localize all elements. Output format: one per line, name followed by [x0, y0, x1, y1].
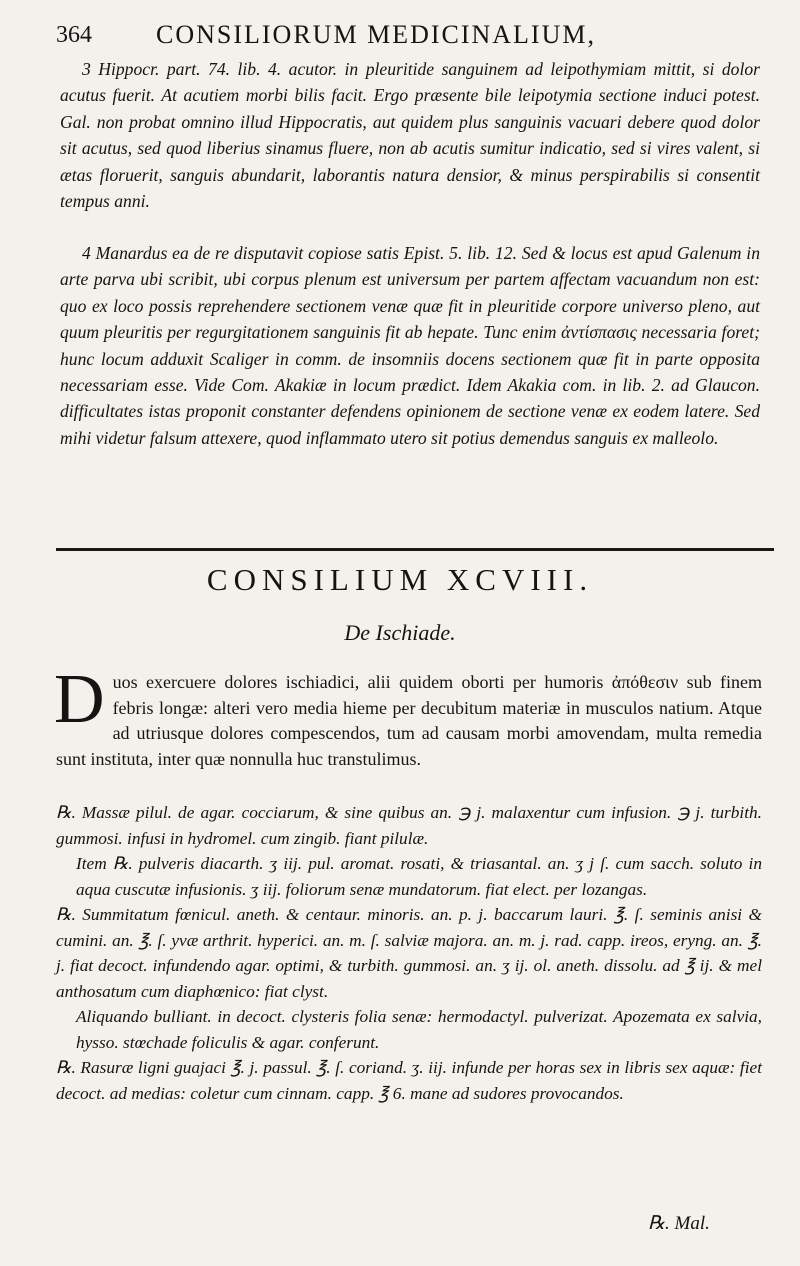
consilium-subtitle: De Ischiade.: [344, 620, 456, 645]
recipe-2: Item ℞. pulveris diacarth. ʒ iij. pul. aromat. rosati, & triasantal. an. ʒ j ſ. cum sacch. soluto in aqua cuscutæ infusionis. ʒ iij. foliorum senæ mundatorum. fiat elect. per lozangas.: [76, 854, 762, 899]
recipe-1: ℞. Massæ pilul. de agar. cocciarum, & sine quibus an. ℈ j. malaxentur cum infusion. ℈ j. turbith. gummosi. infusi in hydromel. cum zingib. fiant pilulæ.: [56, 803, 762, 848]
intro-text: uos exercuere dolores ischiadici, alii quidem oborti per humoris ἀπόθεσιν sub finem febris longæ: alteri vero media hieme per decubitum materiæ in musculos natium. Atque ad utriusque dolores compescendos, tum ad causam morbi amovendam, multa remedia sunt instituta, inter quæ nonnulla huc transtulimus.: [56, 672, 762, 769]
running-title: CONSILIORUM MEDICINALIUM,: [156, 20, 596, 49]
recipe-3: ℞. Summitatum fœnicul. aneth. & centaur. minoris. an. p. j. baccarum lauri. ℥. ſ. seminis anisi & cumini. an. ℥. ſ. yvæ arthrit. hyperici. an. m. ſ. salviæ majora. an. m. j. rad. capp. ireos, eryng. an. ℥. j. fiat decoct. infundendo agar. optimi, & turbith. gummosi. an. ʒ ij. ol. aneth. dissolu. ad ℥ ij. & mel anthosatum cum diaphœnico: fiat clyst.: [56, 905, 762, 1001]
drop-cap: D: [54, 661, 105, 738]
note-4-text: 4 Manardus ea de re disputavit copiose satis Epist. 5. lib. 12. Sed & locus est apud Galenum in arte parva ubi scribit, ubi corpus plenum est universum per partem affectam vacuandum non est: quo ex loco possis reprehendere sectionem venæ quæ fit in pleuritide corpore universo pleno, aut quum pleuritis per regurgitationem sanguinis fit ab hepate. Tunc enim ἀντίσπασις necessaria foret; hunc locum adduxit Scaliger in comm. de insomniis docens sectionem quæ fit in parte opposita necessariam esse. Vide Com. Akakiæ in locum prædict. Idem Akakia com. in lib. 2. ad Glaucon. difficultates istas proponit constanter defendens opinionem de sectione venæ ex eodem latere. Sed mihi videtur falsum attexere, quod inflammato utero sit potius demendus sanguis ex malleolo.: [60, 243, 760, 448]
catchword: ℞. Mal.: [648, 1213, 710, 1234]
page-number: 364: [56, 22, 92, 48]
running-head: [56, 20, 746, 52]
recipe-list: [56, 800, 762, 1106]
consilium-intro: [54, 661, 762, 772]
note-3-text: 3 Hippocr. part. 74. lib. 4. acutor. in pleuritide sanguinem ad leipothymiam mittit, si dolor acutus fuerit. At acutiem morbi bilis facit. Ergo præsente bile leipotymia sectione induci potest. Gal. non probat omnino illud Hippocratis, aut quidem plus sanguinis vacuari debere quod dolor sit acutus, sed quod liberius sinamus fluere, non ab acutis sumitur indicatio, sed si vires valent, si ætas floruerit, sanguis abundarit, laborantis natura densior, & minus perspirabilis si consentit tempus anni.: [60, 59, 760, 212]
recipe-4: Aliquando bulliant. in decoct. clysteris folia senæ: hermodactyl. pulverizat. Apozemata ex salvia, hysso. stœchade foliculis & agar. conferunt.: [76, 1007, 762, 1052]
note-4: [60, 240, 760, 451]
note-3: [60, 56, 760, 214]
section-divider: [56, 548, 774, 551]
consilium-title: CONSILIUM XCVIII.: [206, 562, 594, 597]
recipe-5: ℞. Rasuræ ligni guajaci ℥. j. passul. ℥. ſ. coriand. ʒ. iij. infunde per horas sex in libris sex aquæ: fiet decoct. ad medias: coletur cum cinnam. capp. ℥ 6. mane ad sudores provocandos.: [56, 1058, 762, 1103]
